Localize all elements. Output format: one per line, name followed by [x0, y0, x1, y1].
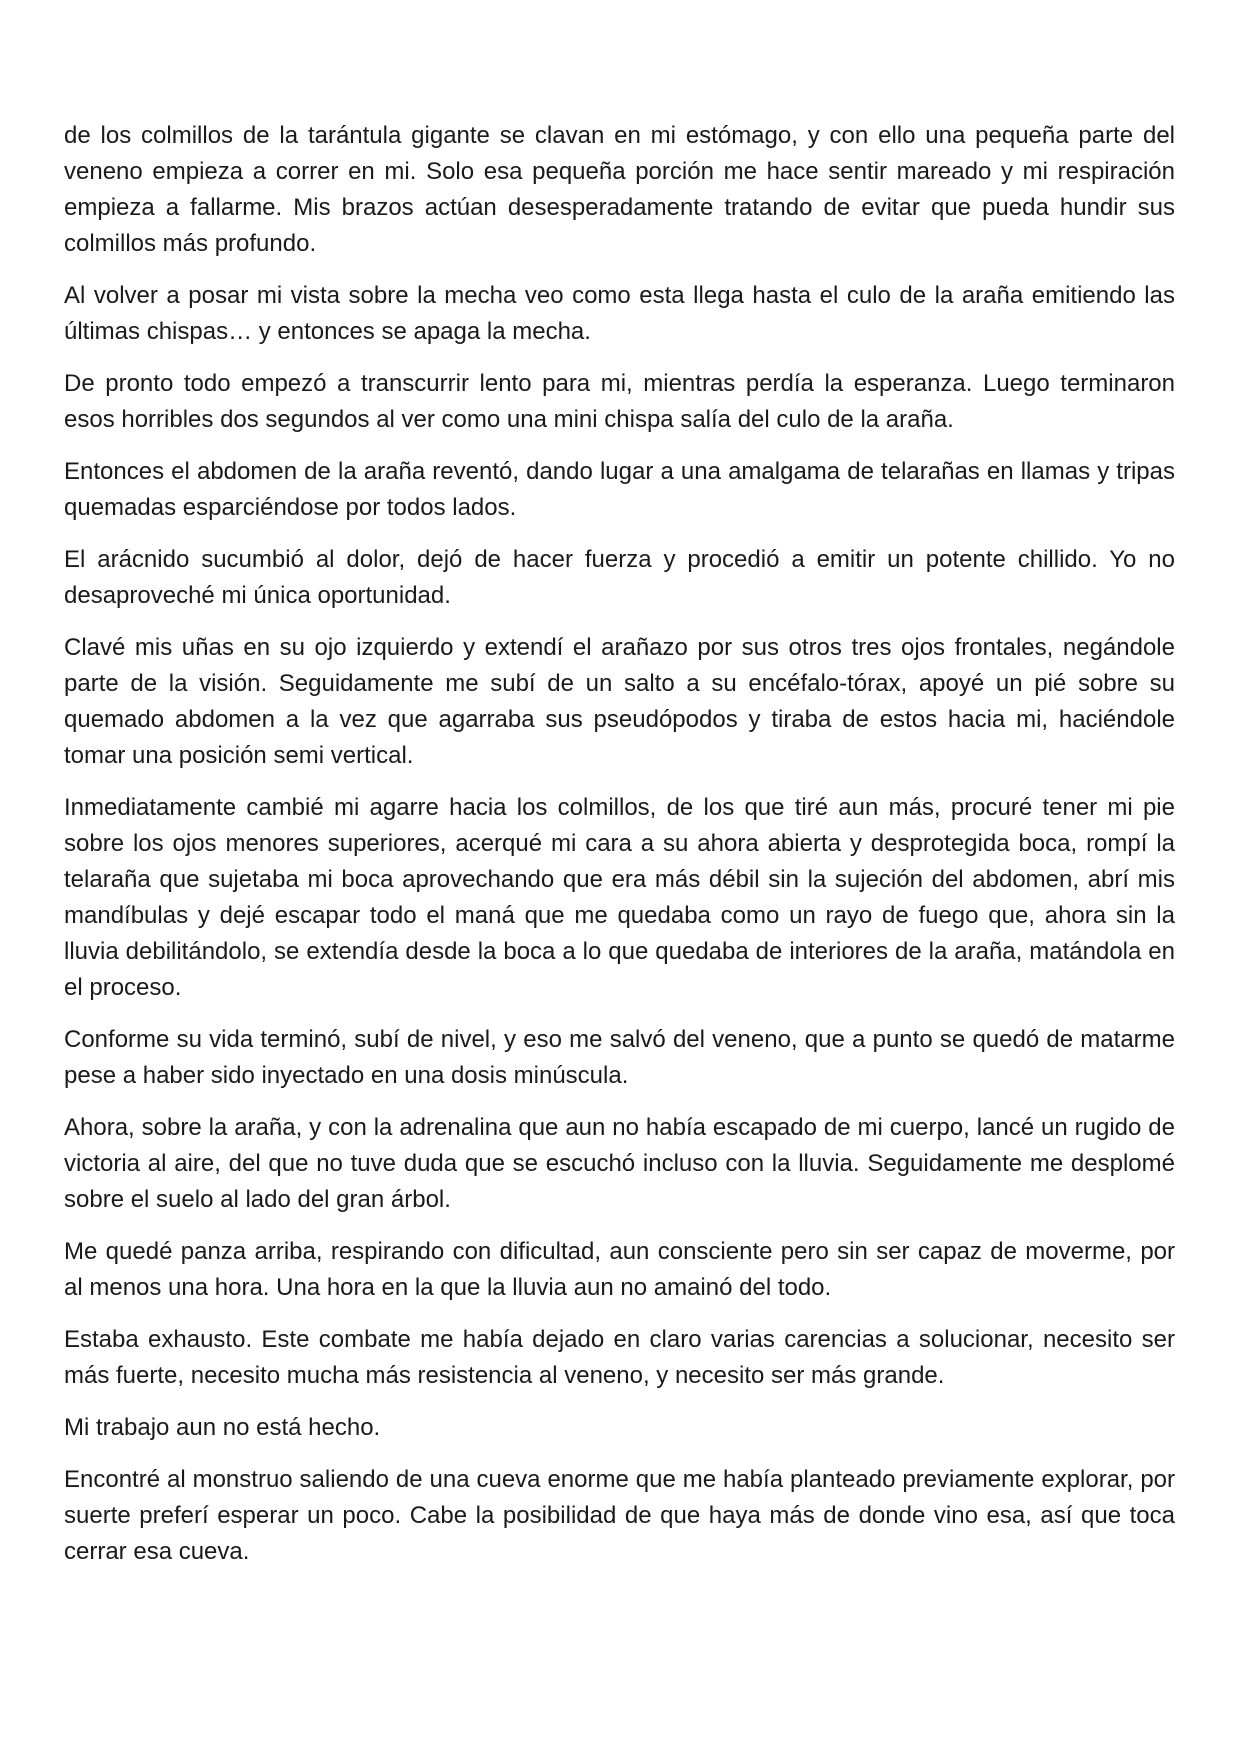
paragraph: Entonces el abdomen de la araña reventó, dando lugar a una amalgama de telarañas en llamas y tripas quemadas esparciéndose por todos lados.: [64, 458, 1175, 521]
paragraph: Estaba exhausto. Este combate me había dejado en claro varias carencias a solucionar, necesito ser más fuerte, necesito mucha más resistencia al veneno, y necesito ser más grande.: [64, 1326, 1175, 1389]
paragraph: Al volver a posar mi vista sobre la mecha veo como esta llega hasta el culo de la araña emitiendo las últimas chispas… y entonces se apaga la mecha.: [64, 282, 1175, 345]
paragraph: Encontré al monstruo saliendo de una cueva enorme que me había planteado previamente explorar, por suerte preferí esperar un poco. Cabe la posibilidad de que haya más de donde vino esa, así que toca cerrar esa cueva.: [64, 1466, 1175, 1565]
paragraph: Inmediatamente cambié mi agarre hacia los colmillos, de los que tiré aun más, procuré tener mi pie sobre los ojos menores superiores, acerqué mi cara a su ahora abierta y desprotegida boca, rompí la telaraña que sujetaba mi boca aprovechando que era más débil sin la sujeción del abdomen, abrí mis mandíbulas y dejé escapar todo el maná que me quedaba como un rayo de fuego que, ahora sin la lluvia debilitándolo, se extendía desde la boca a lo que quedaba de interiores de la araña, matándola en el proceso.: [64, 794, 1175, 1001]
paragraph: de los colmillos de la tarántula gigante se clavan en mi estómago, y con ello una pequeña parte del veneno empieza a correr en mi. Solo esa pequeña porción me hace sentir mareado y mi respiración empieza a fallarme. Mis brazos actúan desesperadamente tratando de evitar que pueda hundir sus colmillos más profundo.: [64, 122, 1175, 257]
document-page: [64, 118, 1175, 1586]
paragraph: De pronto todo empezó a transcurrir lento para mi, mientras perdía la esperanza. Luego terminaron esos horribles dos segundos al ver como una mini chispa salía del culo de la araña.: [64, 370, 1175, 433]
paragraph: Conforme su vida terminó, subí de nivel, y eso me salvó del veneno, que a punto se quedó de matarme pese a haber sido inyectado en una dosis minúscula.: [64, 1026, 1175, 1089]
paragraph: Me quedé panza arriba, respirando con dificultad, aun consciente pero sin ser capaz de moverme, por al menos una hora. Una hora en la que la lluvia aun no amainó del todo.: [64, 1238, 1175, 1301]
paragraph: Ahora, sobre la araña, y con la adrenalina que aun no había escapado de mi cuerpo, lancé un rugido de victoria al aire, del que no tuve duda que se escuchó incluso con la lluvia. Seguidamente me desplomé sobre el suelo al lado del gran árbol.: [64, 1114, 1175, 1213]
paragraph: Mi trabajo aun no está hecho.: [64, 1414, 381, 1441]
paragraph: El arácnido sucumbió al dolor, dejó de hacer fuerza y procedió a emitir un potente chillido. Yo no desaproveché mi única oportunidad.: [64, 546, 1175, 609]
paragraph: Clavé mis uñas en su ojo izquierdo y extendí el arañazo por sus otros tres ojos frontales, negándole parte de la visión. Seguidamente me subí de un salto a su encéfalo-tórax, apoyé un pié sobre su quemado abdomen a la vez que agarraba sus pseudópodos y tiraba de estos hacia mi, haciéndole tomar una posición semi vertical.: [64, 634, 1175, 769]
